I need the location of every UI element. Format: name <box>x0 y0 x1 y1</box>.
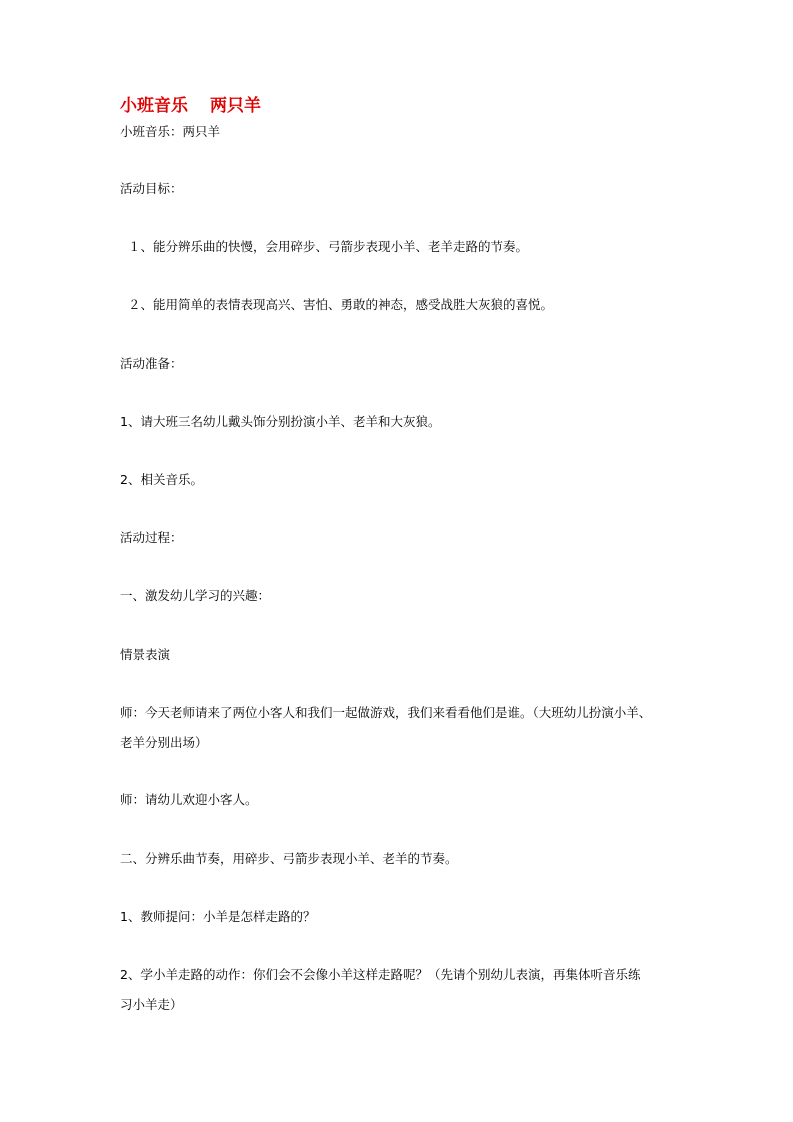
paragraph-continuation: 习小羊走） <box>120 997 183 1012</box>
paragraph: 师：请幼儿欢迎小客人。 <box>120 792 258 807</box>
title-part-1: 小班音乐 <box>120 96 188 116</box>
goal-item: １、能分辨乐曲的快慢，会用碎步、弓箭步表现小羊、老羊走路的节奏。 <box>128 239 529 254</box>
paragraph: 2、学小羊走路的动作：你们会不会像小羊这样走路呢？（先请个别幼儿表演，再集体听音乐练 <box>120 967 641 982</box>
paragraph: 师：今天老师请来了两位小客人和我们一起做游戏，我们来看看他们是谁。（大班幼儿扮演小羊、 <box>120 705 652 720</box>
subtitle-paragraph: 小班音乐：两只羊 <box>120 124 221 139</box>
preparation-item: 1、请大班三名幼儿戴头饰分别扮演小羊、老羊和大灰狼。 <box>120 414 441 429</box>
section-heading-goals: 活动目标： <box>120 181 183 196</box>
paragraph: 1、教师提问：小羊是怎样走路的？ <box>120 909 316 924</box>
section-heading-preparation: 活动准备： <box>120 356 183 371</box>
title-part-2: 两只羊 <box>210 96 261 116</box>
process-step-heading: 二、分辨乐曲节奏，用碎步、弓箭步表现小羊、老羊的节奏。 <box>120 851 458 866</box>
process-step-heading: 一、激发幼儿学习的兴趣： <box>120 588 271 603</box>
preparation-item: 2、相关音乐。 <box>120 472 203 487</box>
paragraph-continuation: 老羊分别出场） <box>120 735 208 750</box>
goal-item: ２、能用简单的表情表现高兴、害怕、勇敢的神态，感受战胜大灰狼的喜悦。 <box>128 297 554 312</box>
paragraph: 情景表演 <box>120 647 171 662</box>
section-heading-process: 活动过程： <box>120 530 183 545</box>
document-title <box>120 95 261 117</box>
